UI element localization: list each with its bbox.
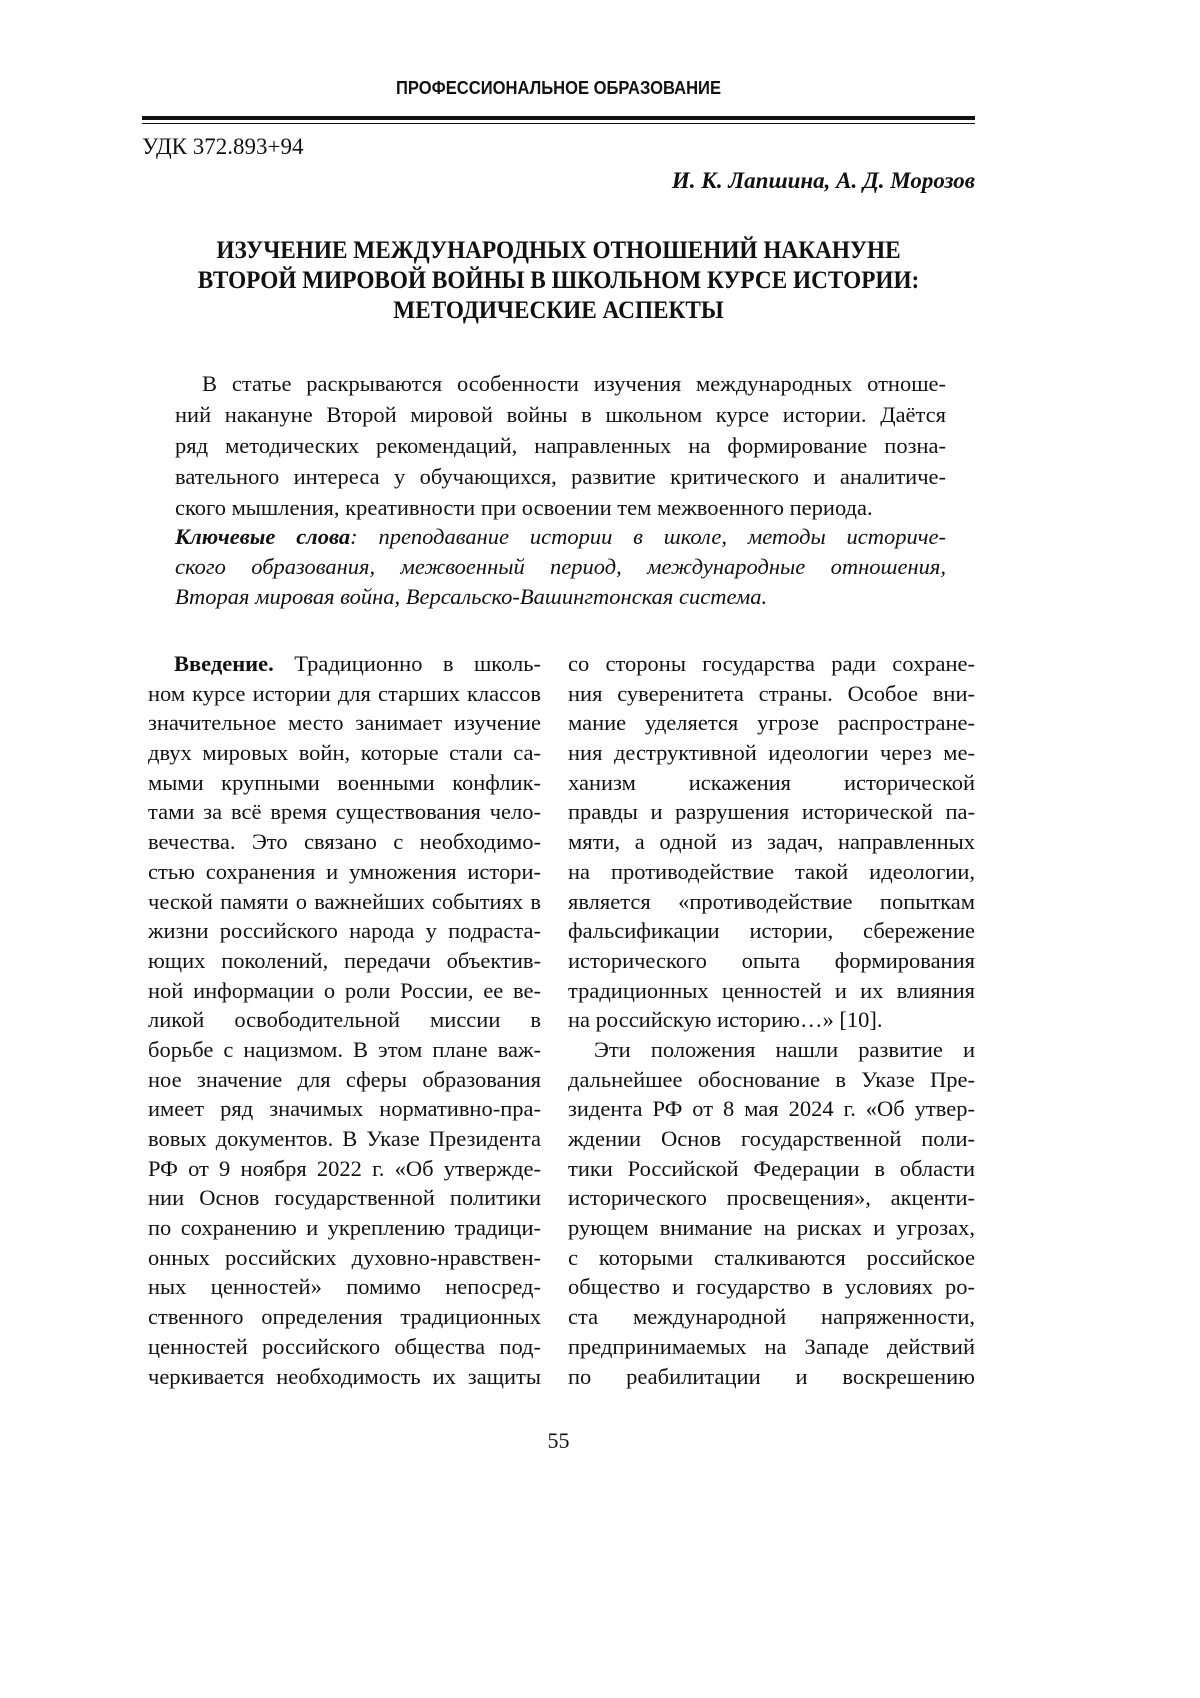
text-line: ликой освободительной миссии в bbox=[148, 1005, 541, 1035]
keywords-line: Вторая мировая война, Версальско-Вашингтонская система. bbox=[175, 582, 946, 612]
text-line: борьбе с нацизмом. В этом плане важ- bbox=[148, 1035, 541, 1065]
text-line: тами за всё время существования чело- bbox=[148, 797, 541, 827]
text-line: с которыми сталкиваются российское bbox=[568, 1243, 975, 1273]
text-line: ное значение для сферы образования bbox=[148, 1065, 541, 1095]
text-line: на российскую историю…» [10]. bbox=[568, 1005, 975, 1035]
text-line: ского мышления, креативности при освоении тем межвоенного периода. bbox=[175, 492, 946, 523]
text-line: жизни российского народа у подраста- bbox=[148, 916, 541, 946]
text-line: традиционных ценностей и их влияния bbox=[568, 976, 975, 1006]
text-line: РФ от 9 ноября 2022 г. «Об утвержде- bbox=[148, 1154, 541, 1184]
text-line: ряд методических рекомендаций, направленных на формирование позна- bbox=[175, 430, 946, 461]
text-line: предпринимаемых на Западе действий bbox=[568, 1332, 975, 1362]
authors: И. К. Лапшина, А. Д. Морозов bbox=[672, 168, 975, 194]
text-line: ний накануне Второй мировой войны в школьном курсе истории. Даётся bbox=[175, 399, 946, 430]
abstract bbox=[175, 368, 946, 523]
text-line: ста международной напряженности, bbox=[568, 1302, 975, 1332]
keywords-line bbox=[175, 522, 946, 552]
text-line: ческой памяти о важнейших событиях в bbox=[148, 887, 541, 917]
text-line: В статье раскрываются особенности изучения международных отноше- bbox=[175, 368, 946, 399]
text-line-content: Традиционно в школь- bbox=[274, 651, 541, 676]
text-line: ющих поколений, передачи объектив- bbox=[148, 946, 541, 976]
text-line: является «противодействие попыткам bbox=[568, 887, 975, 917]
text-line: мяти, а одной из задач, направленных bbox=[568, 827, 975, 857]
text-line: рующем внимание на рисках и угрозах, bbox=[568, 1213, 975, 1243]
article-title bbox=[142, 236, 975, 326]
text-line: ном курсе истории для старших классов bbox=[148, 679, 541, 709]
text-line: значительное место занимает изучение bbox=[148, 708, 541, 738]
text-line: ния суверенитета страны. Особое вни- bbox=[568, 679, 975, 709]
text-line: общество и государство в условиях ро- bbox=[568, 1272, 975, 1302]
keywords-text: : преподавание истории в школе, методы историче- bbox=[350, 524, 946, 549]
body-column-right bbox=[568, 649, 975, 1391]
text-line: со стороны государства ради сохране- bbox=[568, 649, 975, 679]
text-line: имеет ряд значимых нормативно-пра- bbox=[148, 1094, 541, 1124]
header-rule-thin bbox=[142, 123, 975, 124]
text-line: по реабилитации и воскрешению bbox=[568, 1362, 975, 1392]
keywords-label: Ключевые слова bbox=[175, 524, 350, 549]
text-line: тики Российской Федерации в области bbox=[568, 1154, 975, 1184]
title-line: ВТОРОЙ МИРОВОЙ ВОЙНЫ В ШКОЛЬНОМ КУРСЕ ИСТОРИИ: bbox=[171, 266, 946, 296]
text-line: исторического опыта формирования bbox=[568, 946, 975, 976]
text-line: стью сохранения и умножения истори- bbox=[148, 857, 541, 887]
text-line: на противодействие такой идеологии, bbox=[568, 857, 975, 887]
text-line: Эти положения нашли развитие и bbox=[568, 1035, 975, 1065]
text-line bbox=[148, 649, 541, 679]
text-line: ханизм искажения исторической bbox=[568, 768, 975, 798]
text-line: правды и разрушения исторической па- bbox=[568, 797, 975, 827]
text-line: онных российских духовно-нравствен- bbox=[148, 1243, 541, 1273]
text-line: мыми крупными военными конфлик- bbox=[148, 768, 541, 798]
text-line: фальсификации истории, сбережение bbox=[568, 916, 975, 946]
title-line: МЕТОДИЧЕСКИЕ АСПЕКТЫ bbox=[171, 296, 946, 326]
intro-label: Введение. bbox=[174, 651, 274, 676]
text-line: черкивается необходимость их защиты bbox=[148, 1362, 541, 1392]
text-line: ственного определения традиционных bbox=[148, 1302, 541, 1332]
text-line: по сохранению и укреплению традици- bbox=[148, 1213, 541, 1243]
keywords-line: ского образования, межвоенный период, международные отношения, bbox=[175, 552, 946, 582]
text-line: исторического просвещения», акценти- bbox=[568, 1183, 975, 1213]
text-line: ценностей российского общества под- bbox=[148, 1332, 541, 1362]
text-line: ных ценностей» помимо непосред- bbox=[148, 1272, 541, 1302]
text-line: вовых документов. В Указе Президента bbox=[148, 1124, 541, 1154]
text-line: ния деструктивной идеологии через ме- bbox=[568, 738, 975, 768]
keywords bbox=[175, 522, 946, 612]
text-line: вечества. Это связано с необходимо- bbox=[148, 827, 541, 857]
title-line: ИЗУЧЕНИЕ МЕЖДУНАРОДНЫХ ОТНОШЕНИЙ НАКАНУНЕ bbox=[171, 236, 946, 266]
text-line: нии Основ государственной политики bbox=[148, 1183, 541, 1213]
text-line: вательного интереса у обучающихся, развитие критического и аналитиче- bbox=[175, 461, 946, 492]
header-rule-thick bbox=[142, 116, 975, 120]
text-line: мание уделяется угрозе распростране- bbox=[568, 708, 975, 738]
udk-code: УДК 372.893+94 bbox=[142, 134, 303, 160]
running-head: ПРОФЕССИОНАЛЬНОЕ ОБРАЗОВАНИЕ bbox=[175, 78, 941, 99]
text-line: дальнейшее обоснование в Указе Пре- bbox=[568, 1065, 975, 1095]
text-line: двух мировых войн, которые стали са- bbox=[148, 738, 541, 768]
text-line: ной информации о роли России, ее ве- bbox=[148, 976, 541, 1006]
text-line: ждении Основ государственной поли- bbox=[568, 1124, 975, 1154]
page-number: 55 bbox=[142, 1428, 975, 1454]
body-column-left bbox=[148, 649, 541, 1391]
text-line: зидента РФ от 8 мая 2024 г. «Об утвер- bbox=[568, 1094, 975, 1124]
